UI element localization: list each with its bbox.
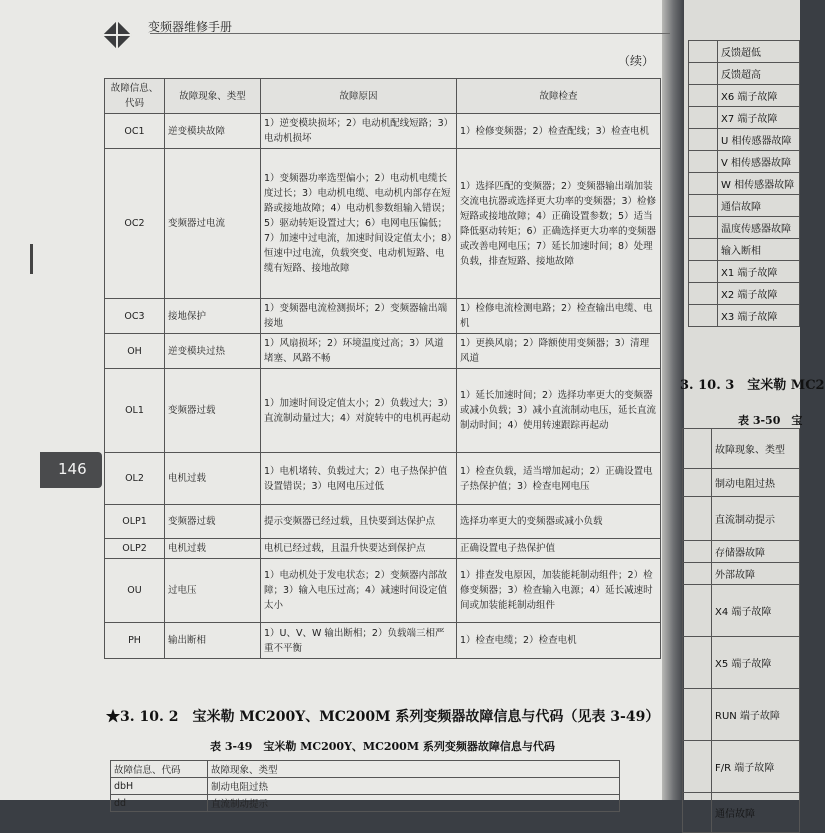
fault-code-table (104, 78, 661, 659)
header-diamond-icon (102, 20, 132, 50)
fault-cause: 提示变频器已经过载，且快要到达保护点 (261, 505, 457, 539)
fault-code (689, 107, 718, 129)
fault-type: 制动电阻过热 (208, 778, 620, 795)
fault-type: 存储器故障 (712, 541, 800, 563)
fault-type: F/R 端子故障 (712, 741, 800, 793)
fault-check: 1）排查发电原因，加装能耗制动组件；2）检修变频器；3）检查输入电源；4）延长减速时间或加装能耗制动组件 (457, 559, 661, 623)
table-row (105, 299, 661, 334)
fault-code (683, 637, 712, 689)
fault-code: OC1 (105, 114, 165, 149)
fault-type: X6 端子故障 (718, 85, 800, 107)
fault-code (683, 563, 712, 585)
fault-type: X7 端子故障 (718, 107, 800, 129)
table-row (689, 283, 800, 305)
fault-check: 1）检查电缆；2）检查电机 (457, 623, 661, 659)
fault-cause: 1）逆变模块损坏；2）电动机配线短路；3）电动机损坏 (261, 114, 457, 149)
page-number: 146 (58, 460, 87, 478)
fault-check: 1）更换风扇；2）降额使用变频器；3）清理风道 (457, 334, 661, 369)
fault-cause: 1）电动机处于发电状态；2）变频器内部故障；3）输入电压过高；4）减速时间设定值太小 (261, 559, 457, 623)
fault-type: 外部故障 (712, 563, 800, 585)
table-row (683, 585, 800, 637)
fault-type: 电机过载 (165, 453, 261, 505)
table-row (105, 453, 661, 505)
table-row (689, 217, 800, 239)
continued-label: （续） (618, 54, 655, 68)
table-row (105, 334, 661, 369)
table-row (105, 559, 661, 623)
fault-cause: 1）变频器电流检测损坏；2）变频器输出端接地 (261, 299, 457, 334)
fault-check: 1）延长加速时间；2）选择功率更大的变频器或减小负载；3）减小直流制动电压，延长直流制动时间；4）使用转速跟踪再起动 (457, 369, 661, 453)
fault-check: 1）检修变频器；2）检查配线；3）检查电机 (457, 114, 661, 149)
fault-code (683, 585, 712, 637)
fault-type: X5 端子故障 (712, 637, 800, 689)
fault-type: U 相传感器故障 (718, 129, 800, 151)
table-row (683, 541, 800, 563)
running-header-title: 变频器维修手册 (148, 20, 233, 34)
fault-code (689, 195, 718, 217)
fault-type: 直流制动提示 (208, 795, 620, 812)
table-row (689, 151, 800, 173)
fault-code (683, 741, 712, 793)
table-row (689, 239, 800, 261)
fault-code (689, 261, 718, 283)
header-cause: 故障原因 (261, 79, 457, 114)
table-row (105, 539, 661, 559)
fault-type: 输入断相 (718, 239, 800, 261)
fault-type: 变频器过载 (165, 505, 261, 539)
table-row (683, 793, 800, 833)
fault-code: OU (105, 559, 165, 623)
table-row (689, 195, 800, 217)
fault-cause: 1）U、V、W 输出断相；2）负载端三相严重不平衡 (261, 623, 457, 659)
header-code: 故障信息、代码 (111, 761, 208, 778)
table-header-row (111, 761, 620, 778)
table-row (105, 149, 661, 299)
table-header-row (105, 79, 661, 114)
fault-code: OL1 (105, 369, 165, 453)
fault-code: dd (111, 795, 208, 812)
fault-check: 选择功率更大的变频器或减小负载 (457, 505, 661, 539)
fault-type: 输出断相 (165, 623, 261, 659)
table-row (105, 505, 661, 539)
section-heading: ★3. 10. 2 宝米勒 MC200Y、MC200M 系列变频器故障信息与代码（见表 3-49） (106, 709, 660, 725)
fault-type: W 相传感器故障 (718, 173, 800, 195)
fault-type: 通信故障 (712, 793, 800, 833)
table-caption: 表 3-49 宝米勒 MC200Y、MC200M 系列变频器故障信息与代码 (210, 740, 555, 753)
table-row (689, 107, 800, 129)
table-row (689, 173, 800, 195)
fault-code: OLP1 (105, 505, 165, 539)
header-type: 故障现象、类型 (712, 429, 800, 469)
fault-type: V 相传感器故障 (718, 151, 800, 173)
fault-cause: 1）电机堵转、负载过大；2）电子热保护值设置错误；3）电网电压过低 (261, 453, 457, 505)
fault-code (683, 497, 712, 541)
fault-code-table-3-49 (110, 760, 620, 812)
right-page-table-bottom (682, 428, 800, 833)
fault-code: OC3 (105, 299, 165, 334)
right-table-caption: 表 3-50 宝 (738, 414, 803, 427)
table-row (683, 689, 800, 741)
fault-type: 制动电阻过热 (712, 469, 800, 497)
fault-code (689, 41, 718, 63)
fault-check: 1）检修电流检测电路；2）检查输出电缆、电机 (457, 299, 661, 334)
fault-type: 逆变模块过热 (165, 334, 261, 369)
fault-code (683, 541, 712, 563)
header-type: 故障现象、类型 (208, 761, 620, 778)
fault-type: X2 端子故障 (718, 283, 800, 305)
header-type: 故障现象、类型 (165, 79, 261, 114)
fault-type: 直流制动提示 (712, 497, 800, 541)
table-row (683, 497, 800, 541)
fault-type: 过电压 (165, 559, 261, 623)
fault-type: 温度传感器故障 (718, 217, 800, 239)
fault-code (683, 689, 712, 741)
fault-type: X1 端子故障 (718, 261, 800, 283)
right-page-table-top (688, 40, 800, 327)
fault-code (683, 793, 712, 833)
fault-check: 正确设置电子热保护值 (457, 539, 661, 559)
fault-code (689, 129, 718, 151)
fault-type: 反馈超低 (718, 41, 800, 63)
table-row (683, 469, 800, 497)
table-row (683, 563, 800, 585)
fault-check: 1）检查负载，适当增加起动；2）正确设置电子热保护值；3）检查电网电压 (457, 453, 661, 505)
fault-type: 电机过载 (165, 539, 261, 559)
table-row (111, 778, 620, 795)
table-row (689, 63, 800, 85)
fault-cause: 1）加速时间设定值太小；2）负载过大；3）直流制动量过大；4）对旋转中的电机再起动 (261, 369, 457, 453)
fault-cause: 电机已经过载，且温升快要达到保护点 (261, 539, 457, 559)
fault-code (689, 85, 718, 107)
fault-code: OC2 (105, 149, 165, 299)
fault-code (689, 217, 718, 239)
table-row (689, 261, 800, 283)
table-row (105, 114, 661, 149)
fault-code: OLP2 (105, 539, 165, 559)
fault-cause: 1）变频器功率选型偏小；2）电动机电缆长度过长；3）电动机电缆、电动机内部存在短路或接地故障；4）电动机参数组输入错误；5）驱动转矩设置过大；6）电网电压偏低；7）加速中过电流，加速时间设定值太小；8）恒速中过电流，负载突变、电动机短路、电缆有短路、接地故障 (261, 149, 457, 299)
fault-code: OH (105, 334, 165, 369)
header-check: 故障检查 (457, 79, 661, 114)
fault-cause: 1）风扇损坏；2）环境温度过高；3）风道堵塞、风路不畅 (261, 334, 457, 369)
fault-code: OL2 (105, 453, 165, 505)
table-row (105, 369, 661, 453)
table-row (689, 41, 800, 63)
fault-type: 变频器过电流 (165, 149, 261, 299)
fault-code (683, 469, 712, 497)
fault-code (689, 63, 718, 85)
right-section-heading: 3. 10. 3 宝米勒 MC2 (680, 378, 825, 393)
fault-code (689, 305, 718, 327)
table-row (683, 741, 800, 793)
fault-type: RUN 端子故障 (712, 689, 800, 741)
fault-code (689, 283, 718, 305)
fault-type: 变频器过载 (165, 369, 261, 453)
fault-type: 反馈超高 (718, 63, 800, 85)
table-row (105, 623, 661, 659)
header-code: 故障信息、代码 (105, 79, 165, 114)
fault-code: dbH (111, 778, 208, 795)
fault-code (689, 239, 718, 261)
fault-code: PH (105, 623, 165, 659)
fault-type: 通信故障 (718, 195, 800, 217)
table-row (689, 305, 800, 327)
fault-check: 1）选择匹配的变频器；2）变频器输出端加装交流电抗器或选择更大功率的变频器；3）检修短路或接地故障；4）正确设置参数；5）适当降低驱动转矩；6）正确选择更大功率的变频器或改善电网电压；7）延长加速时间；8）处理负载，排查短路、接地故障 (457, 149, 661, 299)
fault-type: 接地保护 (165, 299, 261, 334)
fault-code (689, 151, 718, 173)
table-row (683, 637, 800, 689)
table-row (111, 795, 620, 812)
table-row (689, 129, 800, 151)
binder-mark (30, 244, 33, 274)
fault-code (689, 173, 718, 195)
fault-type: X4 端子故障 (712, 585, 800, 637)
fault-type: 逆变模块故障 (165, 114, 261, 149)
fault-type: X3 端子故障 (718, 305, 800, 327)
table-header-row (683, 429, 800, 469)
table-row (689, 85, 800, 107)
